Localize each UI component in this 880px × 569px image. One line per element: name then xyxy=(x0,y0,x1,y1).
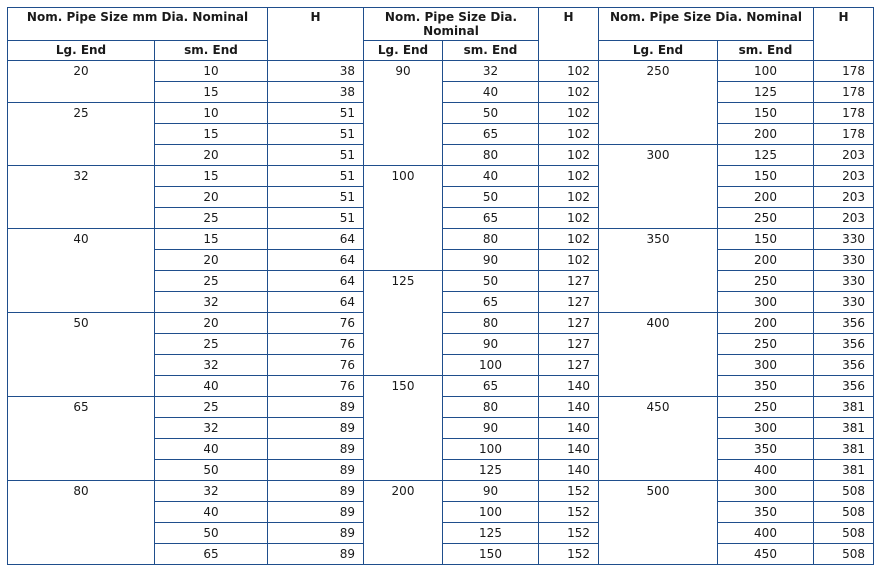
sm-end-cell: 100 xyxy=(443,355,539,376)
sm-end-cell: 150 xyxy=(718,229,814,250)
header-lg-end-3: Lg. End xyxy=(599,41,718,61)
h-value-cell: 178 xyxy=(814,124,874,145)
header-lg-end-2: Lg. End xyxy=(364,41,443,61)
sm-end-cell: 20 xyxy=(155,313,268,334)
sm-end-cell: 25 xyxy=(155,208,268,229)
table-header xyxy=(8,8,874,61)
sm-end-cell: 450 xyxy=(718,544,814,565)
header-h-1: H xyxy=(268,8,364,61)
sm-end-cell: 90 xyxy=(443,481,539,502)
h-value-cell: 330 xyxy=(814,250,874,271)
h-value-cell: 381 xyxy=(814,397,874,418)
sm-end-cell: 32 xyxy=(155,355,268,376)
sm-end-cell: 100 xyxy=(443,502,539,523)
sm-end-cell: 40 xyxy=(443,82,539,103)
h-value-cell: 330 xyxy=(814,292,874,313)
sm-end-cell: 32 xyxy=(155,481,268,502)
table-body xyxy=(8,61,874,565)
h-value-cell: 89 xyxy=(268,460,364,481)
sm-end-cell: 250 xyxy=(718,271,814,292)
sm-end-cell: 300 xyxy=(718,292,814,313)
h-value-cell: 203 xyxy=(814,208,874,229)
h-value-cell: 203 xyxy=(814,166,874,187)
lg-end-cell: 65 xyxy=(8,397,155,481)
sm-end-cell: 125 xyxy=(443,460,539,481)
h-value-cell: 102 xyxy=(539,187,599,208)
sm-end-cell: 50 xyxy=(155,523,268,544)
h-value-cell: 89 xyxy=(268,502,364,523)
table-row xyxy=(8,481,874,502)
lg-end-cell: 250 xyxy=(599,61,718,145)
h-value-cell: 330 xyxy=(814,271,874,292)
sm-end-cell: 350 xyxy=(718,376,814,397)
h-value-cell: 178 xyxy=(814,82,874,103)
sm-end-cell: 250 xyxy=(718,397,814,418)
h-value-cell: 51 xyxy=(268,124,364,145)
sm-end-cell: 200 xyxy=(718,250,814,271)
sm-end-cell: 10 xyxy=(155,103,268,124)
h-value-cell: 140 xyxy=(539,397,599,418)
lg-end-cell: 500 xyxy=(599,481,718,565)
h-value-cell: 89 xyxy=(268,439,364,460)
h-value-cell: 89 xyxy=(268,523,364,544)
h-value-cell: 203 xyxy=(814,145,874,166)
lg-end-cell: 450 xyxy=(599,397,718,481)
sm-end-cell: 40 xyxy=(155,376,268,397)
h-value-cell: 76 xyxy=(268,376,364,397)
sm-end-cell: 50 xyxy=(443,187,539,208)
h-value-cell: 102 xyxy=(539,208,599,229)
lg-end-cell: 20 xyxy=(8,61,155,103)
header-nominal-size-3: Nom. Pipe Size Dia. Nominal xyxy=(599,8,814,41)
h-value-cell: 508 xyxy=(814,544,874,565)
h-value-cell: 140 xyxy=(539,460,599,481)
sm-end-cell: 20 xyxy=(155,187,268,208)
sm-end-cell: 300 xyxy=(718,355,814,376)
sm-end-cell: 65 xyxy=(443,292,539,313)
pipe-size-table xyxy=(7,7,874,565)
h-value-cell: 89 xyxy=(268,481,364,502)
header-h-3: H xyxy=(814,8,874,61)
h-value-cell: 152 xyxy=(539,502,599,523)
lg-end-cell: 40 xyxy=(8,229,155,313)
sm-end-cell: 80 xyxy=(443,313,539,334)
sm-end-cell: 25 xyxy=(155,334,268,355)
h-value-cell: 89 xyxy=(268,397,364,418)
h-value-cell: 102 xyxy=(539,145,599,166)
sm-end-cell: 15 xyxy=(155,229,268,250)
sm-end-cell: 200 xyxy=(718,187,814,208)
sm-end-cell: 200 xyxy=(718,124,814,145)
lg-end-cell: 125 xyxy=(364,271,443,376)
h-value-cell: 102 xyxy=(539,166,599,187)
lg-end-cell: 400 xyxy=(599,313,718,397)
h-value-cell: 51 xyxy=(268,145,364,166)
h-value-cell: 38 xyxy=(268,61,364,82)
h-value-cell: 203 xyxy=(814,187,874,208)
sm-end-cell: 15 xyxy=(155,166,268,187)
header-sm-end-3: sm. End xyxy=(718,41,814,61)
h-value-cell: 102 xyxy=(539,61,599,82)
sm-end-cell: 15 xyxy=(155,124,268,145)
lg-end-cell: 350 xyxy=(599,229,718,313)
h-value-cell: 64 xyxy=(268,229,364,250)
h-value-cell: 89 xyxy=(268,418,364,439)
h-value-cell: 140 xyxy=(539,439,599,460)
lg-end-cell: 90 xyxy=(364,61,443,166)
h-value-cell: 127 xyxy=(539,313,599,334)
sm-end-cell: 400 xyxy=(718,523,814,544)
lg-end-cell: 150 xyxy=(364,376,443,481)
header-nominal-size-1: Nom. Pipe Size mm Dia. Nominal xyxy=(8,8,268,41)
lg-end-cell: 300 xyxy=(599,145,718,229)
h-value-cell: 76 xyxy=(268,355,364,376)
header-sm-end-2: sm. End xyxy=(443,41,539,61)
sm-end-cell: 65 xyxy=(443,208,539,229)
h-value-cell: 140 xyxy=(539,418,599,439)
sm-end-cell: 125 xyxy=(443,523,539,544)
sm-end-cell: 250 xyxy=(718,334,814,355)
sm-end-cell: 150 xyxy=(718,166,814,187)
h-value-cell: 381 xyxy=(814,439,874,460)
h-value-cell: 381 xyxy=(814,418,874,439)
h-value-cell: 64 xyxy=(268,271,364,292)
h-value-cell: 64 xyxy=(268,292,364,313)
h-value-cell: 102 xyxy=(539,103,599,124)
h-value-cell: 356 xyxy=(814,355,874,376)
h-value-cell: 508 xyxy=(814,502,874,523)
sm-end-cell: 50 xyxy=(443,103,539,124)
sm-end-cell: 20 xyxy=(155,145,268,166)
sm-end-cell: 25 xyxy=(155,397,268,418)
header-nominal-size-2: Nom. Pipe Size Dia. Nominal xyxy=(364,8,539,41)
h-value-cell: 508 xyxy=(814,523,874,544)
h-value-cell: 38 xyxy=(268,82,364,103)
h-value-cell: 51 xyxy=(268,208,364,229)
h-value-cell: 356 xyxy=(814,376,874,397)
h-value-cell: 89 xyxy=(268,544,364,565)
h-value-cell: 140 xyxy=(539,376,599,397)
h-value-cell: 356 xyxy=(814,334,874,355)
h-value-cell: 356 xyxy=(814,313,874,334)
sm-end-cell: 32 xyxy=(443,61,539,82)
sm-end-cell: 32 xyxy=(155,418,268,439)
h-value-cell: 102 xyxy=(539,229,599,250)
sm-end-cell: 25 xyxy=(155,271,268,292)
h-value-cell: 76 xyxy=(268,313,364,334)
h-value-cell: 178 xyxy=(814,61,874,82)
sm-end-cell: 90 xyxy=(443,250,539,271)
sm-end-cell: 80 xyxy=(443,229,539,250)
sm-end-cell: 40 xyxy=(155,502,268,523)
sm-end-cell: 65 xyxy=(443,124,539,145)
h-value-cell: 76 xyxy=(268,334,364,355)
h-value-cell: 152 xyxy=(539,523,599,544)
h-value-cell: 64 xyxy=(268,250,364,271)
h-value-cell: 51 xyxy=(268,103,364,124)
h-value-cell: 127 xyxy=(539,292,599,313)
h-value-cell: 178 xyxy=(814,103,874,124)
lg-end-cell: 50 xyxy=(8,313,155,397)
h-value-cell: 102 xyxy=(539,124,599,145)
sm-end-cell: 200 xyxy=(718,313,814,334)
h-value-cell: 102 xyxy=(539,82,599,103)
h-value-cell: 330 xyxy=(814,229,874,250)
lg-end-cell: 200 xyxy=(364,481,443,565)
h-value-cell: 127 xyxy=(539,271,599,292)
sm-end-cell: 125 xyxy=(718,82,814,103)
sm-end-cell: 20 xyxy=(155,250,268,271)
sm-end-cell: 100 xyxy=(718,61,814,82)
sm-end-cell: 100 xyxy=(443,439,539,460)
h-value-cell: 51 xyxy=(268,166,364,187)
sm-end-cell: 150 xyxy=(443,544,539,565)
lg-end-cell: 25 xyxy=(8,103,155,166)
sm-end-cell: 300 xyxy=(718,418,814,439)
lg-end-cell: 32 xyxy=(8,166,155,229)
header-h-2: H xyxy=(539,8,599,61)
sm-end-cell: 90 xyxy=(443,418,539,439)
sm-end-cell: 40 xyxy=(443,166,539,187)
h-value-cell: 127 xyxy=(539,355,599,376)
header-sm-end-1: sm. End xyxy=(155,41,268,61)
h-value-cell: 152 xyxy=(539,544,599,565)
sm-end-cell: 250 xyxy=(718,208,814,229)
table-row xyxy=(8,166,874,187)
sm-end-cell: 90 xyxy=(443,334,539,355)
sm-end-cell: 40 xyxy=(155,439,268,460)
sm-end-cell: 300 xyxy=(718,481,814,502)
sm-end-cell: 50 xyxy=(443,271,539,292)
sm-end-cell: 400 xyxy=(718,460,814,481)
sm-end-cell: 10 xyxy=(155,61,268,82)
sm-end-cell: 80 xyxy=(443,397,539,418)
sm-end-cell: 15 xyxy=(155,82,268,103)
sm-end-cell: 32 xyxy=(155,292,268,313)
sm-end-cell: 350 xyxy=(718,439,814,460)
lg-end-cell: 100 xyxy=(364,166,443,271)
sm-end-cell: 65 xyxy=(443,376,539,397)
sm-end-cell: 150 xyxy=(718,103,814,124)
sm-end-cell: 125 xyxy=(718,145,814,166)
h-value-cell: 152 xyxy=(539,481,599,502)
h-value-cell: 381 xyxy=(814,460,874,481)
sm-end-cell: 50 xyxy=(155,460,268,481)
sm-end-cell: 80 xyxy=(443,145,539,166)
table-row xyxy=(8,61,874,82)
header-lg-end-1: Lg. End xyxy=(8,41,155,61)
sm-end-cell: 350 xyxy=(718,502,814,523)
h-value-cell: 102 xyxy=(539,250,599,271)
h-value-cell: 51 xyxy=(268,187,364,208)
sm-end-cell: 65 xyxy=(155,544,268,565)
h-value-cell: 127 xyxy=(539,334,599,355)
lg-end-cell: 80 xyxy=(8,481,155,565)
h-value-cell: 508 xyxy=(814,481,874,502)
